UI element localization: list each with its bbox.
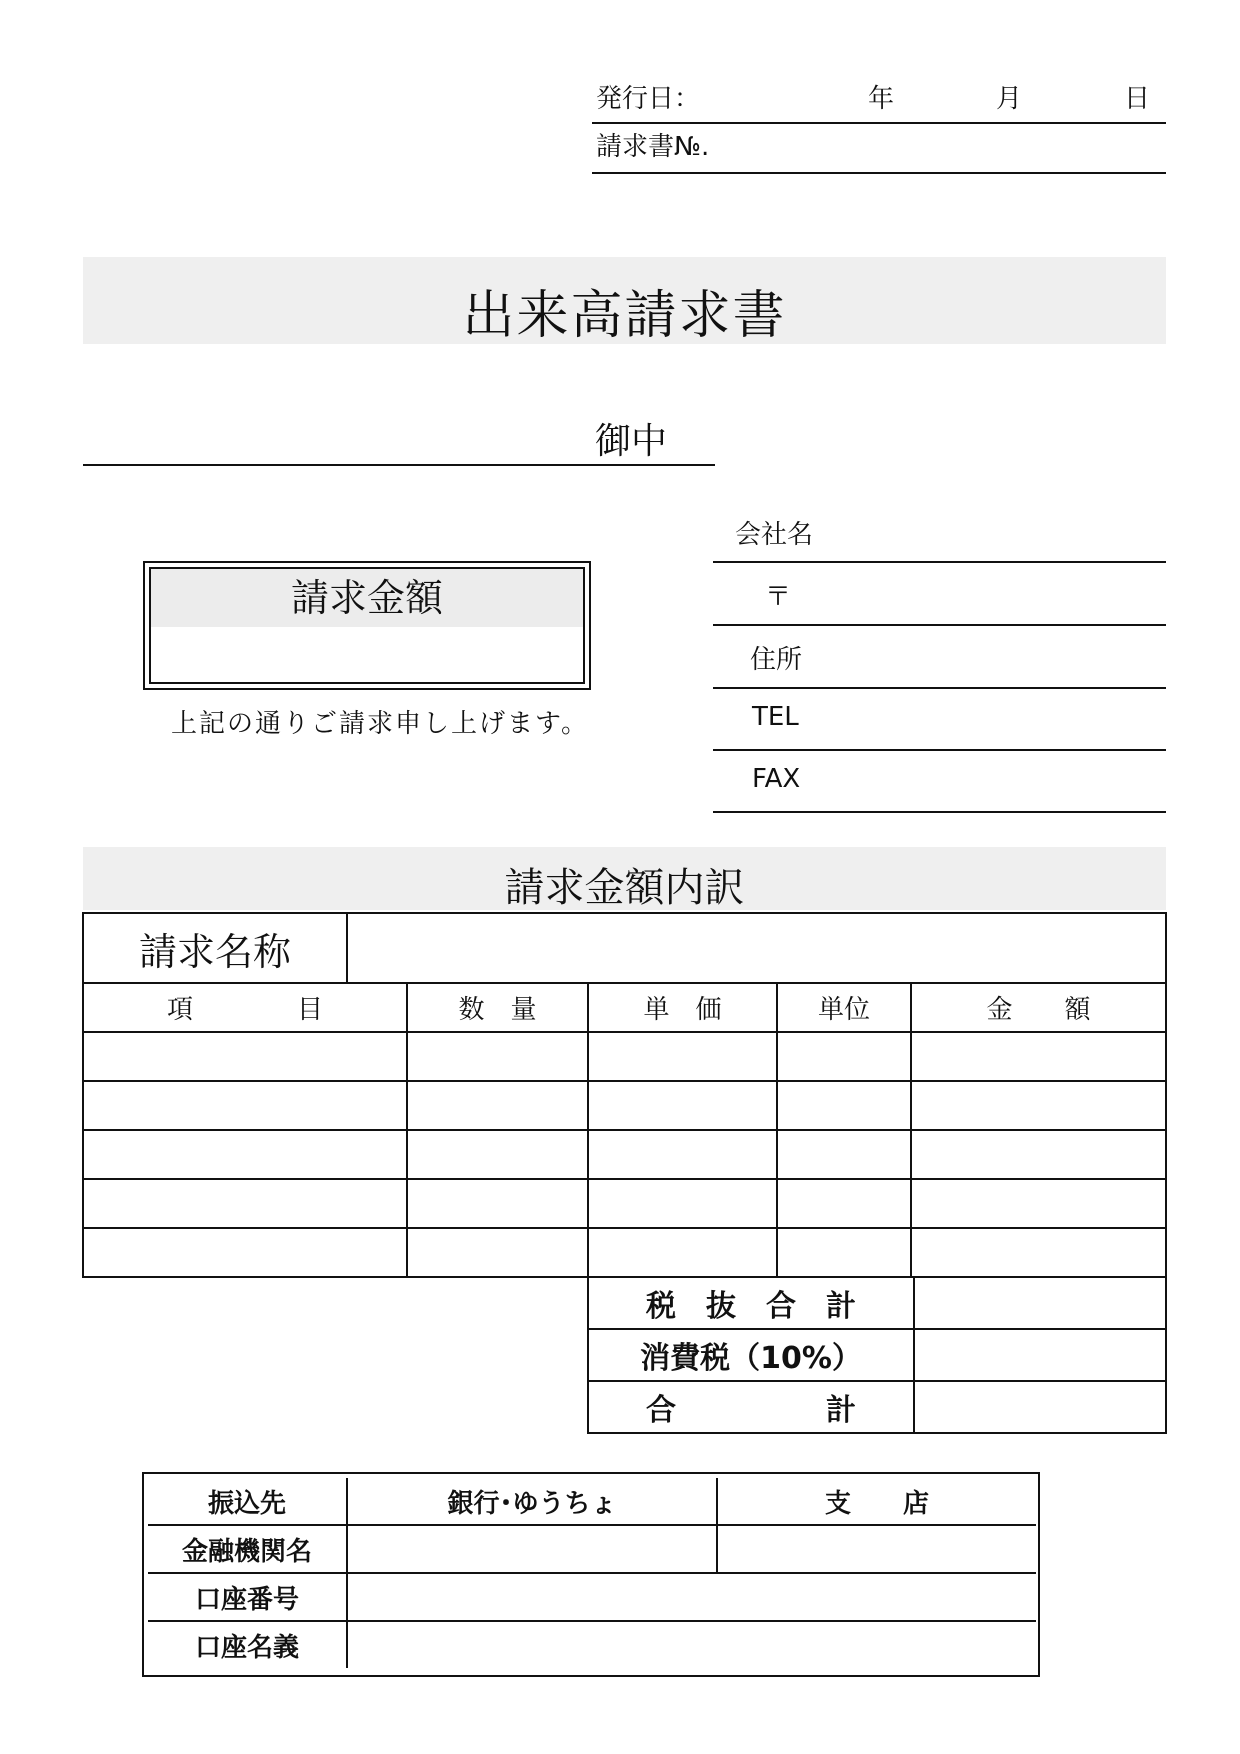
unit-price-cell[interactable] [588,1081,777,1130]
unit-cell[interactable] [777,1032,911,1081]
subtotal-row [588,1277,1166,1329]
items-header-row [83,983,1166,1032]
unit-price-cell[interactable] [588,1179,777,1228]
subtotal-value-cell[interactable] [914,1277,1166,1329]
branch-cell[interactable] [717,1525,1036,1573]
billing-name-table [82,912,1167,984]
invoice-number-row [592,126,1166,174]
month-label: 月 [996,84,1023,114]
quantity-cell[interactable] [407,1130,588,1179]
col-item-header: 項 目 [83,983,407,1032]
amount-cell[interactable] [911,1179,1166,1228]
quantity-cell[interactable] [407,1228,588,1277]
institution-cell[interactable] [347,1525,717,1573]
unit-price-cell[interactable] [588,1032,777,1081]
company-name-label: 会社名 [735,520,814,550]
table-row [83,1032,1166,1081]
amount-cell[interactable] [911,1130,1166,1179]
tax-row [588,1329,1166,1381]
col-quantity-header: 数 量 [407,983,588,1032]
item-cell[interactable] [83,1130,407,1179]
items-table [82,982,1167,1278]
title-band [83,257,1166,344]
amount-cell[interactable] [911,1032,1166,1081]
company-name-line[interactable] [713,561,1166,563]
item-cell[interactable] [83,1081,407,1130]
breakdown-band [83,847,1166,910]
unit-cell[interactable] [777,1179,911,1228]
table-row [83,1228,1166,1277]
item-cell[interactable] [83,1179,407,1228]
transfer-label: 振込先 [148,1478,347,1525]
postal-line[interactable] [713,624,1166,626]
unit-price-cell[interactable] [588,1228,777,1277]
item-cell[interactable] [83,1228,407,1277]
billing-note: 上記の通りご請求申し上げます。 [171,709,589,739]
fax-label: FAX [752,764,801,794]
col-amount-header: 金 額 [911,983,1166,1032]
page-title: 出来高請求書 [462,286,787,346]
total-value-cell[interactable] [914,1381,1166,1433]
day-label: 日 [1124,84,1151,114]
total-label: 合 計 [588,1381,914,1433]
table-row [83,1179,1166,1228]
institution-label: 金融機関名 [148,1525,347,1573]
unit-cell[interactable] [777,1130,911,1179]
amount-cell[interactable] [911,1081,1166,1130]
unit-cell[interactable] [777,1228,911,1277]
recipient-line[interactable] [83,464,715,466]
amount-cell[interactable] [911,1228,1166,1277]
address-label: 住所 [750,645,803,675]
account-number-row [148,1573,1036,1621]
institution-row [148,1525,1036,1573]
postal-label: 〒 [765,582,792,612]
unit-cell[interactable] [777,1081,911,1130]
address-line[interactable] [713,687,1166,689]
quantity-cell[interactable] [407,1081,588,1130]
billing-name-cell[interactable] [347,913,1166,983]
bank-table [148,1478,1036,1668]
unit-price-cell[interactable] [588,1130,777,1179]
billing-name-label: 請求名称 [83,913,347,983]
tax-value-cell[interactable] [914,1329,1166,1381]
total-row [588,1381,1166,1433]
bank-type-label: 銀行･ゆうちょ [347,1478,717,1525]
tel-label: TEL [752,702,799,732]
item-cell[interactable] [83,1032,407,1081]
tel-line[interactable] [713,749,1166,751]
invoice-number-label: 請求書№. [596,132,710,162]
account-name-row [148,1621,1036,1668]
billing-amount-label: 請求金額 [151,569,583,627]
billing-amount-inner [149,567,585,684]
bank-box [142,1472,1040,1677]
bank-header-row [148,1478,1036,1525]
branch-label: 支 店 [717,1478,1036,1525]
issue-date-row [592,78,1166,124]
table-row [83,1130,1166,1179]
account-number-label: 口座番号 [148,1573,347,1621]
totals-table [587,1276,1167,1434]
year-label: 年 [868,84,895,114]
account-name-cell[interactable] [347,1621,1036,1668]
fax-line[interactable] [713,811,1166,813]
account-number-cell[interactable] [347,1573,1036,1621]
table-row [83,1081,1166,1130]
quantity-cell[interactable] [407,1179,588,1228]
account-name-label: 口座名義 [148,1621,347,1668]
billing-amount-box [143,561,591,690]
subtotal-label: 税 抜 合 計 [588,1277,914,1329]
recipient-honorific: 御中 [595,421,668,462]
col-unit-price-header: 単 価 [588,983,777,1032]
issue-date-label: 発行日： [596,84,701,114]
col-unit-header: 単位 [777,983,911,1032]
tax-label: 消費税（10%） [588,1329,914,1381]
quantity-cell[interactable] [407,1032,588,1081]
breakdown-title: 請求金額内訳 [504,865,745,911]
